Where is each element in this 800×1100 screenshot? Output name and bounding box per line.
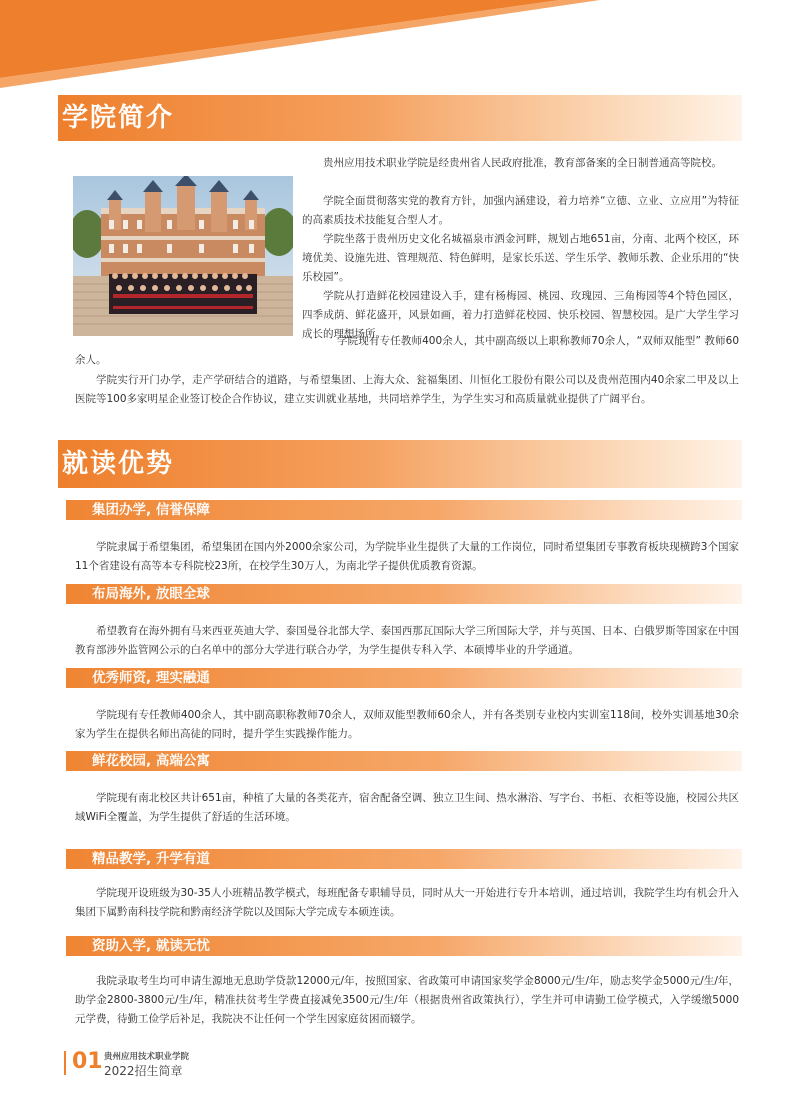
footer-divider <box>64 1051 66 1075</box>
page-number: 01 <box>72 1049 103 1074</box>
footer-school-name: 贵州应用技术职业学院 <box>104 1052 190 1062</box>
advantage-heading-3: 优秀师资, 理实融通 <box>92 670 210 686</box>
intro-paragraph-4: 学院从打造鲜花校园建设入手，建有杨梅园、桃园、玫瑰园、三角梅园等4个特色园区，四季成荫、鲜花盛开，风景如画，着力打造鲜花校园、快乐校园、智慧校园。是广大学生学习成长的理想场所。 <box>302 290 739 340</box>
advantage-text-1: 学院隶属于希望集团，希望集团在国内外2000余家公司，为学院毕业生提供了大量的工作岗位，同时希望集团专事教育板块现横跨3个国家11个省建设有高等本专科院校23所，在校学生30万人，为南北学子提供优质教育资源。 <box>75 541 739 572</box>
advantage-text-5: 学院现开设班级为30-35人小班精品教学模式，每班配备专职辅导员，同时从大一开始进行专升本培训，通过培训，我院学生均有机会升入集团下属黔南科技学院和黔南经济学院以及国际大学完成专本硕连读。 <box>75 887 739 918</box>
header-decoration <box>0 0 800 100</box>
intro-section-title: 学院简介 <box>62 103 175 133</box>
campus-photo <box>73 176 293 336</box>
advantage-heading-5: 精品教学, 升学有道 <box>92 851 210 867</box>
intro-paragraph-2: 学院全面贯彻落实党的教育方针，加强内涵建设，着力培养“立德、立业、立应用”为特征的高素质技术技能复合型人才。 <box>302 195 739 226</box>
footer-subtitle: 2022招生简章 <box>104 1064 183 1078</box>
intro-paragraph-3: 学院坐落于贵州历史文化名城福泉市洒金河畔，规划占地651亩，分南、北两个校区，环境优美、设施先进、管理规范、特色鲜明，是家长乐送、学生乐学、教师乐教、企业乐用的“快乐校园”。 <box>302 233 739 283</box>
advantage-heading-2: 布局海外, 放眼全球 <box>92 586 210 602</box>
intro-paragraph-1: 贵州应用技术职业学院是经贵州省人民政府批准，教育部备案的全日制普通高等院校。 <box>323 157 722 169</box>
advantage-text-4: 学院现有南北校区共计651亩，种植了大量的各类花卉，宿舍配备空调、独立卫生间、热水淋浴、写字台、书柜、衣柜等设施，校园公共区域WiFi全覆盖，为学生提供了舒适的生活环境。 <box>75 792 739 823</box>
advantage-text-6: 我院录取考生均可申请生源地无息助学贷款12000元/年，按照国家、省政策可申请国家奖学金8000元/生/年，励志奖学金5000元/生/年，助学金2800-3800元/生/年，精准扶贫考生学费直接减免3500元/生/年（根据贵州省政策执行），学生并可申请勤工俭学模式，入学缓缴5000元学费，待勤工俭学后补足，我院决不让任何一个学生因家庭贫困而辍学。 <box>75 975 739 1025</box>
intro-paragraph-6: 学院实行开门办学，走产学研结合的道路，与希望集团、上海大众、瓮福集团、川恒化工股份有限公司以及贵州范围内40余家二甲及以上医院等100多家明星企业签订校企合作协议，建立实训就业基地，共同培养学生，为学生实习和高质量就业提供了广阔平台。 <box>75 374 739 405</box>
advantage-text-3: 学院现有专任教师400余人，其中副高职称教师70余人，双师双能型教师60余人，并有各类别专业校内实训室118间，校外实训基地30余家为学生在提供名师出高徒的同时，提升学生实践操作能力。 <box>75 709 739 740</box>
advantage-heading-6: 资助入学, 就读无忧 <box>92 938 210 954</box>
advantages-section-title: 就读优势 <box>62 449 175 479</box>
advantage-heading-1: 集团办学, 信誉保障 <box>92 502 210 518</box>
intro-paragraph-5: 学院现有专任教师400余人，其中副高级以上职称教师70余人，“双师双能型” 教师60余人。 <box>75 335 739 366</box>
advantage-heading-4: 鲜花校园, 高端公寓 <box>92 753 210 769</box>
advantage-text-2: 希望教育在海外拥有马来西亚英迪大学、泰国曼谷北部大学、泰国西那瓦国际大学三所国际大学，并与英国、日本、白俄罗斯等国家在中国教育部涉外监管网公示的白名单中的部分大学进行联合办学，为学生提供专科入学、本硕博毕业的升学通道。 <box>75 625 739 656</box>
